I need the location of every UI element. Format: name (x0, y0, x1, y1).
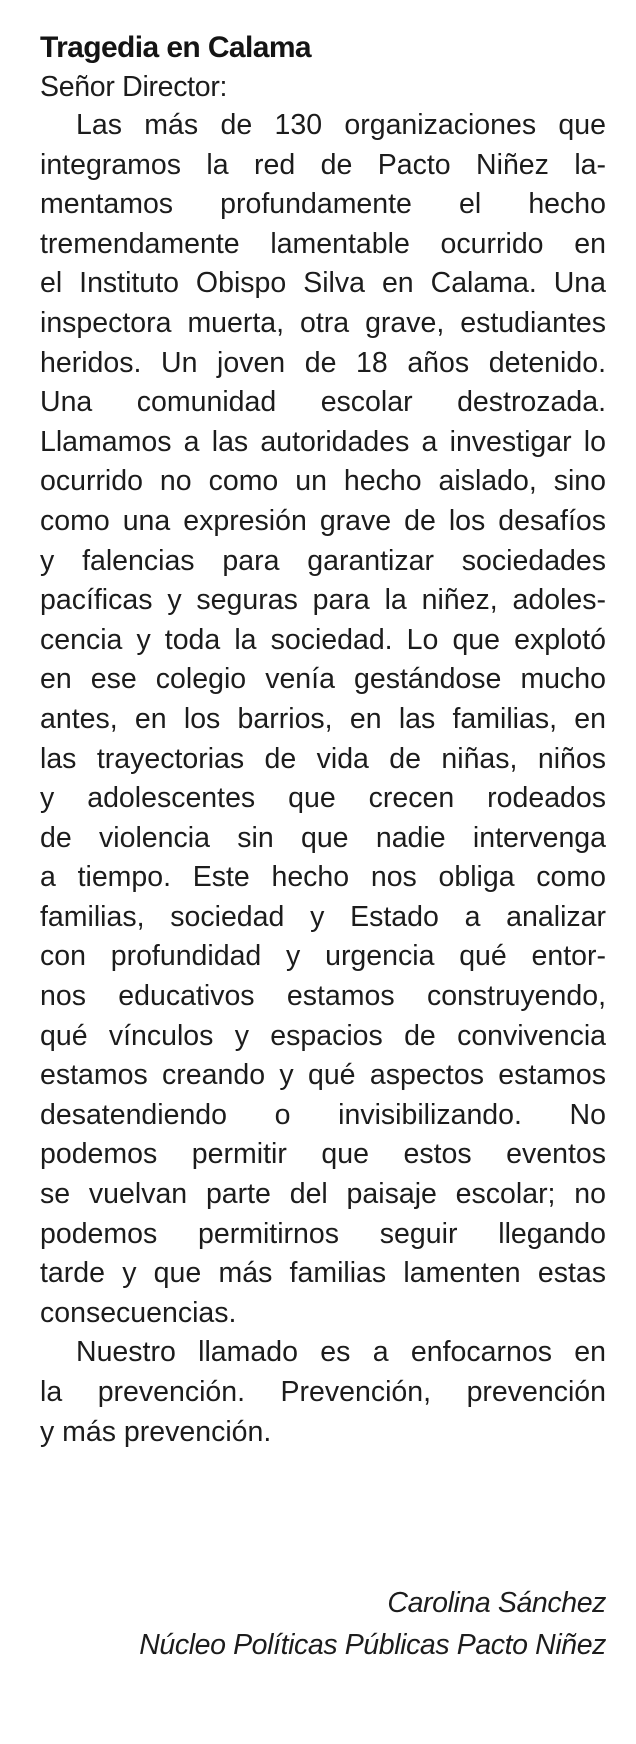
paragraph-line: inspectora muerta, otra grave, estudiantes (40, 306, 606, 339)
paragraph-line: y más prevención. (40, 1415, 272, 1448)
paragraph-line: tarde y que más familias lamenten estas (40, 1257, 606, 1290)
paragraph-line: tremendamente lamentable ocurrido en (40, 227, 606, 260)
paragraph-line: pacíficas y seguras para la niñez, adoles- (40, 584, 606, 617)
paragraph-line: podemos permitirnos seguir llegando (40, 1217, 606, 1250)
paragraph-line: y adolescentes que crecen rodeados (40, 782, 606, 815)
paragraph-line: heridos. Un joven de 18 años detenido. (40, 346, 606, 379)
body-paragraph (40, 106, 606, 1333)
paragraph-line: Nuestro llamado es a enfocarnos en (76, 1336, 606, 1369)
paragraph-line: Una comunidad escolar destrozada. (40, 386, 606, 419)
paragraph-line: nos educativos estamos construyendo, (40, 980, 606, 1013)
paragraph-line: consecuencias. (40, 1296, 237, 1329)
paragraph-line: en ese colegio venía gestándose mucho (40, 663, 606, 696)
signature-affiliation: Núcleo Políticas Públicas Pacto Niñez (139, 1629, 606, 1661)
paragraph-line: estamos creando y qué aspectos estamos (40, 1059, 606, 1092)
paragraph-line: podemos permitir que estos eventos (40, 1138, 606, 1171)
paragraph-line: Llamamos a las autoridades a investigar lo (40, 425, 606, 458)
paragraph-line: y falencias para garantizar sociedades (40, 544, 606, 577)
signature-block (40, 1582, 606, 1666)
paragraph-line: el Instituto Obispo Silva en Calama. Una (40, 267, 606, 300)
paragraph-line: mentamos profundamente el hecho (40, 188, 606, 221)
paragraph-line: de violencia sin que nadie intervenga (40, 821, 606, 854)
letter-title: Tragedia en Calama (40, 31, 311, 64)
paragraph-line: integramos la red de Pacto Niñez la- (40, 148, 606, 181)
paragraph-line: desatendiendo o invisibilizando. No (40, 1098, 606, 1131)
paragraph-line: la prevención. Prevención, prevención (40, 1376, 606, 1408)
letter-body (40, 106, 606, 1452)
paragraph-line: Las más de 130 organizaciones que (76, 109, 606, 141)
signature-name: Carolina Sánchez (387, 1587, 606, 1619)
paragraph-line: a tiempo. Este hecho nos obliga como (40, 861, 606, 894)
paragraph-line: antes, en los barrios, en las familias, en (40, 702, 606, 735)
paragraph-line: como una expresión grave de los desafíos (40, 504, 606, 537)
body-paragraph (40, 1333, 606, 1452)
paragraph-line: con profundidad y urgencia qué entor- (40, 940, 606, 973)
paragraph-line: se vuelvan parte del paisaje escolar; no (40, 1178, 606, 1211)
paragraph-line: qué vínculos y espacios de convivencia (40, 1019, 606, 1052)
salutation: Señor Director: (40, 71, 228, 103)
paragraph-line: cencia y toda la sociedad. Lo que explotó (40, 623, 606, 656)
paragraph-line: las trayectorias de vida de niñas, niños (40, 742, 606, 775)
letter (40, 30, 606, 1452)
paragraph-line: familias, sociedad y Estado a analizar (40, 900, 606, 933)
paragraph-line: ocurrido no como un hecho aislado, sino (40, 465, 606, 498)
